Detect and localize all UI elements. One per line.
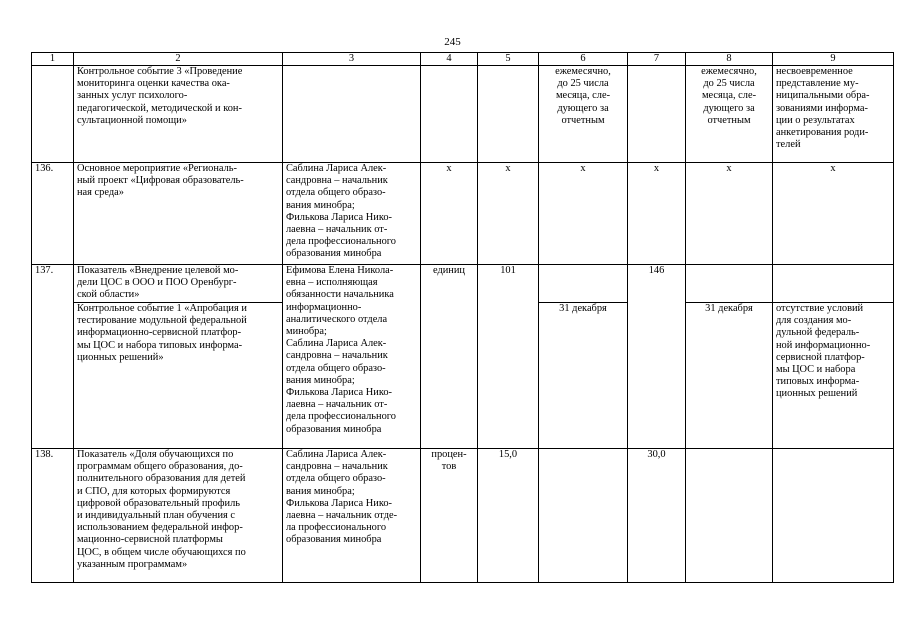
cell-deadline <box>539 449 628 583</box>
cell-unit <box>421 303 478 449</box>
cell-unit: процен- тов <box>421 449 478 583</box>
cell-target-value: 146 <box>628 265 686 303</box>
cell-risk <box>773 449 894 583</box>
cell-unit: х <box>421 163 478 265</box>
cell-base-value: х <box>478 163 539 265</box>
cell-deadline: ежемесячно, до 25 числа месяца, сле- дующего за отчетным <box>539 66 628 163</box>
cell-event: Контрольное событие 1 «Апробация и тестирование модульной федеральной информационно-сервисной платфор- мы ЦОС и набора типовых информа- ционных решений» <box>74 303 283 449</box>
cell-deadline-2: 31 декабря <box>686 303 773 449</box>
header-col-8: 8 <box>686 53 773 66</box>
header-col-4: 4 <box>421 53 478 66</box>
cell-base-value: 101 <box>478 265 539 303</box>
cell-number: 138. <box>32 449 74 583</box>
header-col-2: 2 <box>74 53 283 66</box>
cell-responsible: Саблина Лариса Алек- сандровна – начальник отдела общего образо- вания минобра; Филькова Лариса Нико- лаевна – начальник отде- ла профессионального образования минобра <box>283 449 421 583</box>
cell-risk <box>773 265 894 303</box>
cell-responsible <box>283 66 421 163</box>
cell-target-value <box>628 66 686 163</box>
cell-base-value: 15,0 <box>478 449 539 583</box>
cell-indicator: Показатель «Доля обучающихся по программам общего образования, до- полнительного образования для детей и СПО, для которых формируются цифровой образовательный профиль и индивидуальный план обучения с использованием федеральной инфор- мационно-сервисной платформы ЦОС, в общем числе обучающихся по указанным программам» <box>74 449 283 583</box>
cell-base-value <box>478 66 539 163</box>
cell-target-value <box>628 303 686 449</box>
cell-deadline: х <box>539 163 628 265</box>
cell-unit: единиц <box>421 265 478 303</box>
table-row <box>32 265 894 303</box>
cell-unit <box>421 66 478 163</box>
cell-responsible: Саблина Лариса Алек- сандровна – начальник отдела общего образо- вания минобра; Филькова Лариса Нико- лаевна – начальник от- дела профессионального образования минобра <box>283 163 421 265</box>
cell-risk: несвоевременное представление му- ниципальными обра- зованиями информа- ции о результатах анкетирования роди- телей <box>773 66 894 163</box>
cell-target-value: х <box>628 163 686 265</box>
cell-deadline-2: х <box>686 163 773 265</box>
cell-deadline <box>539 265 628 303</box>
header-col-9: 9 <box>773 53 894 66</box>
table-row <box>32 303 894 449</box>
header-col-3: 3 <box>283 53 421 66</box>
cell-number <box>32 66 74 163</box>
header-col-1: 1 <box>32 53 74 66</box>
plan-table <box>31 52 894 583</box>
cell-deadline-2: ежемесячно, до 25 числа месяца, сле- дующего за отчетным <box>686 66 773 163</box>
cell-base-value <box>478 303 539 449</box>
cell-risk: отсутствие условий для создания мо- дульной федераль- ной информационно- сервисной платфор- мы ЦОС и набора типовых информа- ционных решений <box>773 303 894 449</box>
cell-number: 137. <box>32 265 74 449</box>
cell-target-value: 30,0 <box>628 449 686 583</box>
cell-deadline-2 <box>686 449 773 583</box>
page-number: 245 <box>444 36 461 48</box>
table-row <box>32 163 894 265</box>
header-col-5: 5 <box>478 53 539 66</box>
header-row <box>32 53 894 66</box>
header-col-7: 7 <box>628 53 686 66</box>
cell-responsible: Ефимова Елена Никола- евна – исполняющая обязанности начальника информационно- аналитического отдела минобра; Саблина Лариса Алек- сандровна – начальник отдела общего образо- вания минобра; Филькова Лариса Нико- лаевна – начальник от- дела профессионального образования минобра <box>283 265 421 449</box>
cell-deadline-2 <box>686 265 773 303</box>
cell-event: Контрольное событие 3 «Проведение мониторинга оценки качества ока- занных услуг психолого- педагогической, методической и кон- сультационной помощи» <box>74 66 283 163</box>
header-col-6: 6 <box>539 53 628 66</box>
cell-number: 136. <box>32 163 74 265</box>
cell-indicator: Показатель «Внедрение целевой мо- дели ЦОС в ООО и ПОО Оренбург- ской области» <box>74 265 283 303</box>
cell-event: Основное мероприятие «Региональ- ный проект «Цифровая образователь- ная среда» <box>74 163 283 265</box>
table-row <box>32 449 894 583</box>
cell-deadline: 31 декабря <box>539 303 628 449</box>
table-row <box>32 66 894 163</box>
cell-risk: х <box>773 163 894 265</box>
